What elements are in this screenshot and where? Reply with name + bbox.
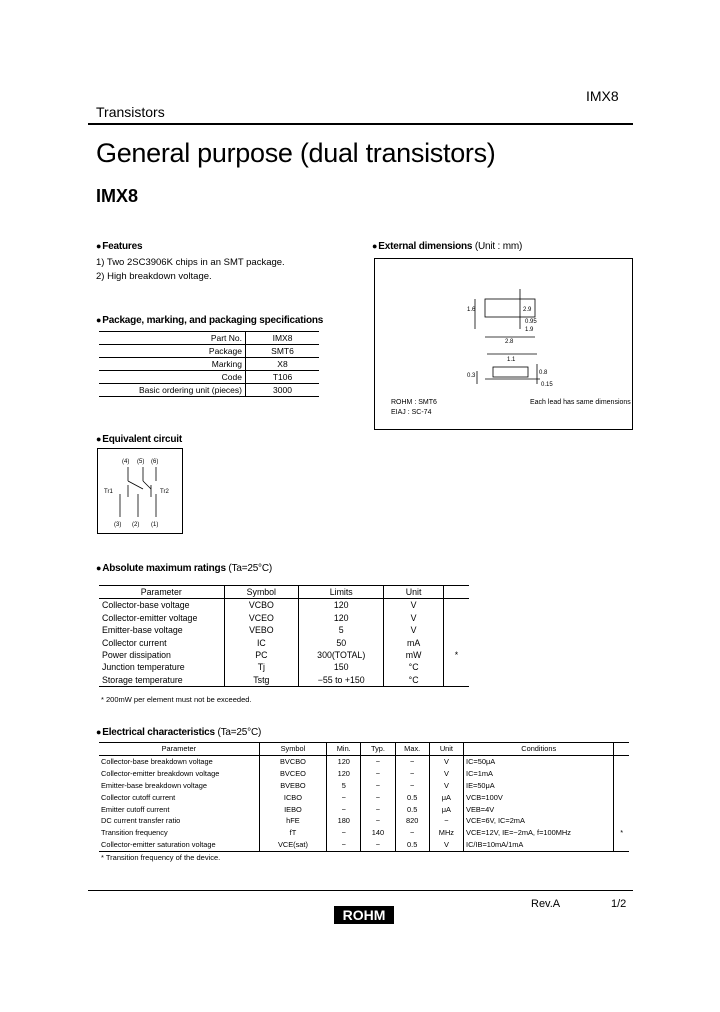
table-cell: Collector-emitter breakdown voltage	[99, 768, 259, 780]
table-row	[99, 755, 629, 767]
table-cell: VCBO	[224, 599, 299, 612]
table-row	[99, 384, 319, 397]
table-cell: Collector current	[99, 637, 224, 649]
table-cell	[614, 768, 629, 780]
electrical-heading	[96, 727, 261, 738]
electrical-condition: (Ta=25°C)	[217, 727, 262, 738]
bullet-icon: ●	[96, 315, 102, 325]
table-row	[99, 612, 469, 624]
table-row	[99, 371, 319, 384]
pin-label: (6)	[151, 459, 159, 465]
header-category: Transistors	[96, 104, 165, 120]
table-cell: −	[327, 804, 361, 816]
table-cell: −55 to +150	[299, 674, 384, 687]
table-row	[99, 661, 469, 673]
table-cell: mA	[384, 637, 444, 649]
table-cell: Emitter-base breakdown voltage	[99, 780, 259, 792]
abs-max-condition: (Ta=25°C)	[228, 563, 273, 574]
table-cell: V	[384, 612, 444, 624]
table-cell: −	[361, 768, 395, 780]
table-cell: VEBO	[224, 624, 299, 636]
table-cell: hFE	[259, 815, 326, 827]
abs-max-table	[99, 585, 469, 687]
table-cell: BVCBO	[259, 755, 326, 767]
dim-label: 2.8	[505, 339, 514, 345]
transistor-label: Tr1	[104, 489, 113, 495]
table-cell: IC/IB=10mA/1mA	[464, 839, 614, 851]
rohm-logo	[334, 906, 394, 924]
table-cell	[614, 815, 629, 827]
table-cell: Collector cutoff current	[99, 792, 259, 804]
table-cell: −	[361, 780, 395, 792]
column-header: Parameter	[99, 743, 259, 756]
table-row	[99, 674, 469, 687]
table-cell: T106	[246, 371, 320, 384]
pin-label: (4)	[122, 459, 130, 465]
table-cell	[614, 792, 629, 804]
table-cell: Collector-base breakdown voltage	[99, 755, 259, 767]
table-cell: V	[384, 624, 444, 636]
table-cell: VCE(sat)	[259, 839, 326, 851]
features-heading	[96, 241, 142, 252]
circuit-wire	[143, 481, 151, 489]
external-dimensions-box	[374, 258, 633, 430]
table-header-row	[99, 586, 469, 599]
table-cell: 5	[327, 780, 361, 792]
table-header-row	[99, 743, 629, 756]
table-cell: Storage temperature	[99, 674, 224, 687]
external-heading-text: External dimensions	[378, 241, 473, 252]
table-cell: Emitter-base voltage	[99, 624, 224, 636]
table-cell: IC=50μA	[464, 755, 614, 767]
table-cell: μA	[429, 792, 463, 804]
bullet-icon: ●	[96, 434, 102, 444]
table-cell: ICBO	[259, 792, 326, 804]
table-cell: 300(TOTAL)	[299, 649, 384, 661]
table-cell: Collector-base voltage	[99, 599, 224, 612]
table-cell: V	[429, 780, 463, 792]
dimension-note: Each lead has same dimensions	[530, 399, 631, 406]
table-cell	[614, 804, 629, 816]
table-cell: VEB=4V	[464, 804, 614, 816]
bullet-icon: ●	[96, 241, 102, 251]
abs-max-heading-text: Absolute maximum ratings	[102, 563, 226, 574]
table-row	[99, 780, 629, 792]
transistor-label: Tr2	[160, 489, 169, 495]
table-row	[99, 358, 319, 371]
dim-label: 0.15	[541, 382, 553, 388]
table-cell: Collector-emitter saturation voltage	[99, 839, 259, 851]
table-row	[99, 839, 629, 851]
header-part-number: IMX8	[586, 88, 619, 104]
footer-rule	[88, 890, 633, 891]
table-cell	[443, 661, 469, 673]
bullet-icon: ●	[372, 241, 378, 251]
external-heading	[372, 241, 522, 252]
column-header: Limits	[299, 586, 384, 599]
table-row	[99, 804, 629, 816]
dim-label: 1.6	[467, 307, 476, 313]
table-cell: *	[620, 828, 624, 838]
table-cell: SMT6	[246, 345, 320, 358]
part-name: IMX8	[96, 186, 139, 206]
revision: Rev.A	[531, 898, 561, 910]
table-cell: 5	[299, 624, 384, 636]
page-title: General purpose (dual transistors)	[96, 138, 496, 168]
column-header: Parameter	[99, 586, 224, 599]
table-cell: 0.5	[395, 792, 429, 804]
table-cell: Marking	[99, 358, 246, 371]
table-row	[99, 599, 469, 612]
table-cell: −	[395, 755, 429, 767]
table-cell: DC current transfer ratio	[99, 815, 259, 827]
table-cell: VCEO	[224, 612, 299, 624]
external-unit: (Unit : mm)	[474, 241, 523, 252]
table-cell: 0.5	[395, 839, 429, 851]
column-header: Symbol	[224, 586, 299, 599]
table-cell: −	[361, 815, 395, 827]
table-cell: IE=50μA	[464, 780, 614, 792]
column-header	[443, 586, 469, 599]
column-header: Unit	[384, 586, 444, 599]
bullet-icon: ●	[96, 727, 102, 737]
eiaj-package-code: EIAJ : SC-74	[391, 409, 432, 416]
table-cell: Transition frequency	[99, 827, 259, 839]
table-cell: −	[395, 827, 429, 839]
table-cell: Emitter cutoff current	[99, 804, 259, 816]
table-cell	[443, 674, 469, 687]
packaging-table	[99, 331, 319, 397]
table-cell	[443, 599, 469, 612]
table-cell: Power dissipation	[99, 649, 224, 661]
table-cell: BVCEO	[259, 768, 326, 780]
packaging-heading-text: Package, marking, and packaging specifications	[102, 315, 324, 326]
table-cell: Tj	[224, 661, 299, 673]
package-side-view	[493, 367, 528, 377]
table-cell: BVEBO	[259, 780, 326, 792]
table-cell: °C	[384, 674, 444, 687]
feature-item: 1) Two 2SC3906K chips in an SMT package.	[96, 257, 285, 268]
table-cell: IC=1mA	[464, 768, 614, 780]
table-row	[99, 649, 469, 661]
table-cell: Collector-emitter voltage	[99, 612, 224, 624]
table-cell	[443, 612, 469, 624]
table-row	[99, 768, 629, 780]
table-cell: 140	[361, 827, 395, 839]
table-cell: 3000	[246, 384, 320, 397]
dim-label: 2.9	[523, 307, 532, 313]
column-header: Max.	[395, 743, 429, 756]
table-cell: 50	[299, 637, 384, 649]
dim-label: 1.1	[507, 357, 516, 363]
column-header	[614, 743, 629, 756]
equivalent-heading	[96, 434, 182, 445]
table-cell: −	[361, 755, 395, 767]
table-cell	[443, 624, 469, 636]
table-cell: Tstg	[224, 674, 299, 687]
column-header: Conditions	[464, 743, 614, 756]
table-cell	[614, 839, 629, 851]
table-cell: 120	[299, 612, 384, 624]
table-cell: VCB=100V	[464, 792, 614, 804]
table-cell: −	[395, 768, 429, 780]
dim-label: 0.95	[525, 319, 537, 325]
table-cell	[443, 637, 469, 649]
table-cell: °C	[384, 661, 444, 673]
table-row	[99, 792, 629, 804]
table-row	[99, 345, 319, 358]
dim-label: 0.8	[539, 370, 548, 376]
table-cell: mW	[384, 649, 444, 661]
column-header: Min.	[327, 743, 361, 756]
packaging-heading	[96, 315, 323, 326]
table-cell: 120	[327, 755, 361, 767]
table-cell: −	[395, 780, 429, 792]
table-cell: fT	[259, 827, 326, 839]
features-heading-text: Features	[102, 241, 143, 252]
table-cell: μA	[429, 804, 463, 816]
table-cell: −	[429, 815, 463, 827]
table-cell: −	[361, 792, 395, 804]
column-header: Unit	[429, 743, 463, 756]
circuit-diagram	[98, 449, 182, 533]
table-cell: X8	[246, 358, 320, 371]
table-cell: 820	[395, 815, 429, 827]
table-row	[99, 332, 319, 345]
table-cell: −	[361, 839, 395, 851]
logo-text: ROHM	[342, 907, 386, 923]
table-row	[99, 827, 629, 839]
table-cell: VCE=6V, IC=2mA	[464, 815, 614, 827]
pin-label: (5)	[137, 459, 145, 465]
pin-label: (2)	[132, 522, 140, 528]
table-cell: IEBO	[259, 804, 326, 816]
table-cell: −	[327, 827, 361, 839]
dim-label: 1.9	[525, 327, 534, 333]
table-cell	[614, 780, 629, 792]
abs-max-heading	[96, 563, 272, 574]
table-cell: IC	[224, 637, 299, 649]
column-header: Symbol	[259, 743, 326, 756]
table-cell: MHz	[429, 827, 463, 839]
electrical-heading-text: Electrical characteristics	[102, 727, 215, 738]
header-rule	[88, 123, 633, 125]
pin-label: (3)	[114, 522, 122, 528]
table-cell: Basic ordering unit (pieces)	[99, 384, 246, 397]
electrical-table	[99, 742, 629, 852]
table-cell: −	[361, 804, 395, 816]
table-cell: 0.5	[395, 804, 429, 816]
table-cell: *	[454, 650, 459, 661]
equivalent-circuit-box	[97, 448, 183, 534]
table-cell	[614, 755, 629, 767]
bullet-icon: ●	[96, 563, 102, 573]
table-cell: V	[429, 839, 463, 851]
table-row	[99, 815, 629, 827]
page-number: 1/2	[611, 898, 627, 910]
table-cell: Package	[99, 345, 246, 358]
dim-label: 0.3	[467, 373, 476, 379]
circuit-wire	[128, 481, 143, 489]
table-cell: Part No.	[99, 332, 246, 345]
pin-label: (1)	[151, 522, 159, 528]
table-cell: V	[429, 755, 463, 767]
table-cell: 120	[299, 599, 384, 612]
table-cell: 180	[327, 815, 361, 827]
table-cell: Code	[99, 371, 246, 384]
table-cell: 150	[299, 661, 384, 673]
rohm-package-code: ROHM : SMT6	[391, 399, 437, 406]
equivalent-heading-text: Equivalent circuit	[102, 434, 183, 445]
table-cell: −	[327, 792, 361, 804]
column-header: Typ.	[361, 743, 395, 756]
electrical-note: * Transition frequency of the device.	[101, 853, 221, 862]
table-cell: V	[384, 599, 444, 612]
table-cell: VCE=12V, IE=−2mA, f=100MHz	[464, 827, 614, 839]
abs-max-note: * 200mW per element must not be exceeded.	[101, 695, 252, 704]
table-row	[99, 624, 469, 636]
table-cell: 120	[327, 768, 361, 780]
table-row	[99, 637, 469, 649]
table-cell: −	[327, 839, 361, 851]
table-cell: Junction temperature	[99, 661, 224, 673]
table-cell: V	[429, 768, 463, 780]
table-cell: PC	[224, 649, 299, 661]
table-cell: IMX8	[246, 332, 320, 345]
feature-item: 2) High breakdown voltage.	[96, 271, 212, 282]
